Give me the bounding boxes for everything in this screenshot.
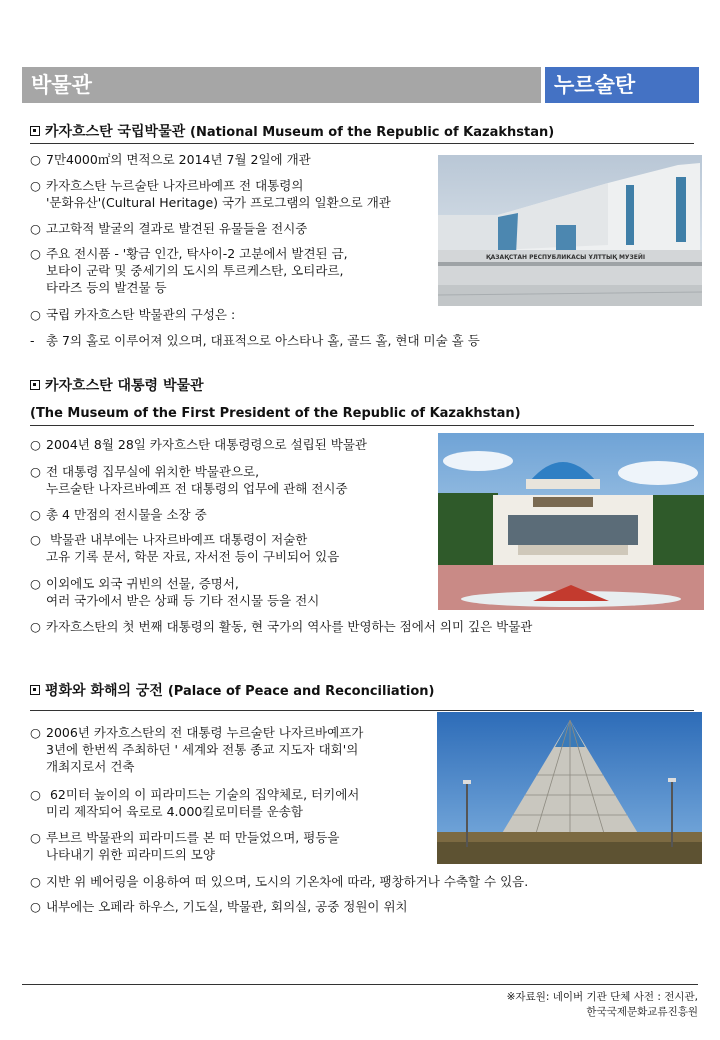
list-item: ○ 국립 카자흐스탄 박물관의 구성은 : bbox=[30, 307, 236, 322]
list-item: ○ 2004년 8월 28일 카자흐스탄 대통령령으로 설립된 박물관 bbox=[30, 437, 368, 452]
list-item: ○ 카자흐스탄 누르술탄 나자르바예프 전 대통령의 '문화유산'(Cultural Heritage) 국가 프로그램의 일환으로 개관 bbox=[30, 178, 391, 210]
list-item: ○ 7만4000㎡의 면적으로 2014년 7월 2일에 개관 bbox=[30, 152, 311, 167]
national-museum-photo bbox=[438, 155, 702, 306]
list-item: ○ 이외에도 외국 귀빈의 선물, 증명서, 여러 국가에서 받은 상패 등 기타 전시물 등을 전시 bbox=[30, 576, 320, 608]
list-item: ○ 주요 전시품 - '황금 인간, 탁사이-2 고분에서 발견된 금, 보타이 군락 및 중세기의 도시의 투르케스탄, 오티라르, 타라즈 등의 발견물 등 bbox=[30, 246, 348, 295]
header-city-title: 누르술탄 bbox=[545, 67, 699, 103]
president-museum-photo bbox=[438, 433, 704, 610]
section-subtitle: (The Museum of the First President of the Republic of Kazakhstan) bbox=[30, 406, 521, 421]
square-bullet-icon bbox=[30, 685, 40, 695]
square-bullet-icon bbox=[30, 380, 40, 390]
list-item: ○ 내부에는 오페라 하우스, 기도실, 박물관, 회의실, 공중 정원이 위치 bbox=[30, 899, 408, 914]
list-item: ○ 카자흐스탄의 첫 번째 대통령의 활동, 현 국가의 역사를 반영하는 점에서 의미 깊은 박물관 bbox=[30, 619, 533, 634]
section-divider bbox=[30, 425, 694, 426]
list-item: ○ 고고학적 발굴의 결과로 발견된 유물들을 전시중 bbox=[30, 221, 308, 236]
list-item: ○ 전 대통령 집무실에 위치한 박물관으로, 누르술탄 나자르바예프 전 대통령의 업무에 관해 전시중 bbox=[30, 464, 348, 496]
list-item: ○ 지반 위 베어링을 이용하여 떠 있으며, 도시의 기온차에 따라, 팽창하거나 수축할 수 있음. bbox=[30, 874, 529, 889]
source-note: ※자료원: 네이버 기관 단체 사전 : 전시관, 한국국제문화교류진흥원 bbox=[506, 991, 698, 1018]
museum-sign-text: ҚАЗАҚСТАН РЕСПУБЛИКАСЫ ҰЛТТЫҚ МУЗЕЙІ bbox=[486, 254, 646, 261]
square-bullet-icon bbox=[30, 126, 40, 136]
section-title-president-museum: 카자흐스탄 대통령 박물관 bbox=[30, 375, 204, 395]
list-item-dash: - 총 7의 홀로 이루어져 있으며, 대표적으로 아스타나 홀, 골드 홀, 현대 미술 홀 등 bbox=[30, 333, 480, 348]
list-item: ○ 62미터 높이의 이 피라미드는 기술의 집약체로, 터키에서 미리 제작되어 육로로 4.000킬로미터를 운송함 bbox=[30, 787, 360, 819]
section-divider bbox=[30, 710, 694, 711]
list-item: ○ 루브르 박물관의 피라미드를 본 떠 만들었으며, 평등을 나타내기 위한 피라미드의 모양 bbox=[30, 830, 340, 862]
list-item: ○ 박물관 내부에는 나자르바예프 대통령이 저술한 고유 기록 문서, 학문 자료, 자서전 등이 구비되어 있음 bbox=[30, 532, 340, 564]
header-category-title: 박물관 bbox=[22, 67, 541, 103]
list-item: ○ 총 4 만점의 전시물을 소장 중 bbox=[30, 507, 207, 522]
section-title-palace: 평화와 화해의 궁전 (Palace of Peace and Reconciliation) bbox=[30, 680, 435, 700]
section-divider bbox=[30, 143, 694, 144]
footer-divider bbox=[22, 984, 698, 985]
section-title-national-museum: 카자흐스탄 국립박물관 (National Museum of the Republic of Kazakhstan) bbox=[30, 121, 554, 141]
palace-pyramid-photo bbox=[437, 712, 702, 864]
list-item: ○ 2006년 카자흐스탄의 전 대통령 누르술탄 나자르바예프가 3년에 한번씩 주최하던 ' 세계와 전통 종교 지도자 대회'의 개최지로서 건축 bbox=[30, 725, 364, 774]
